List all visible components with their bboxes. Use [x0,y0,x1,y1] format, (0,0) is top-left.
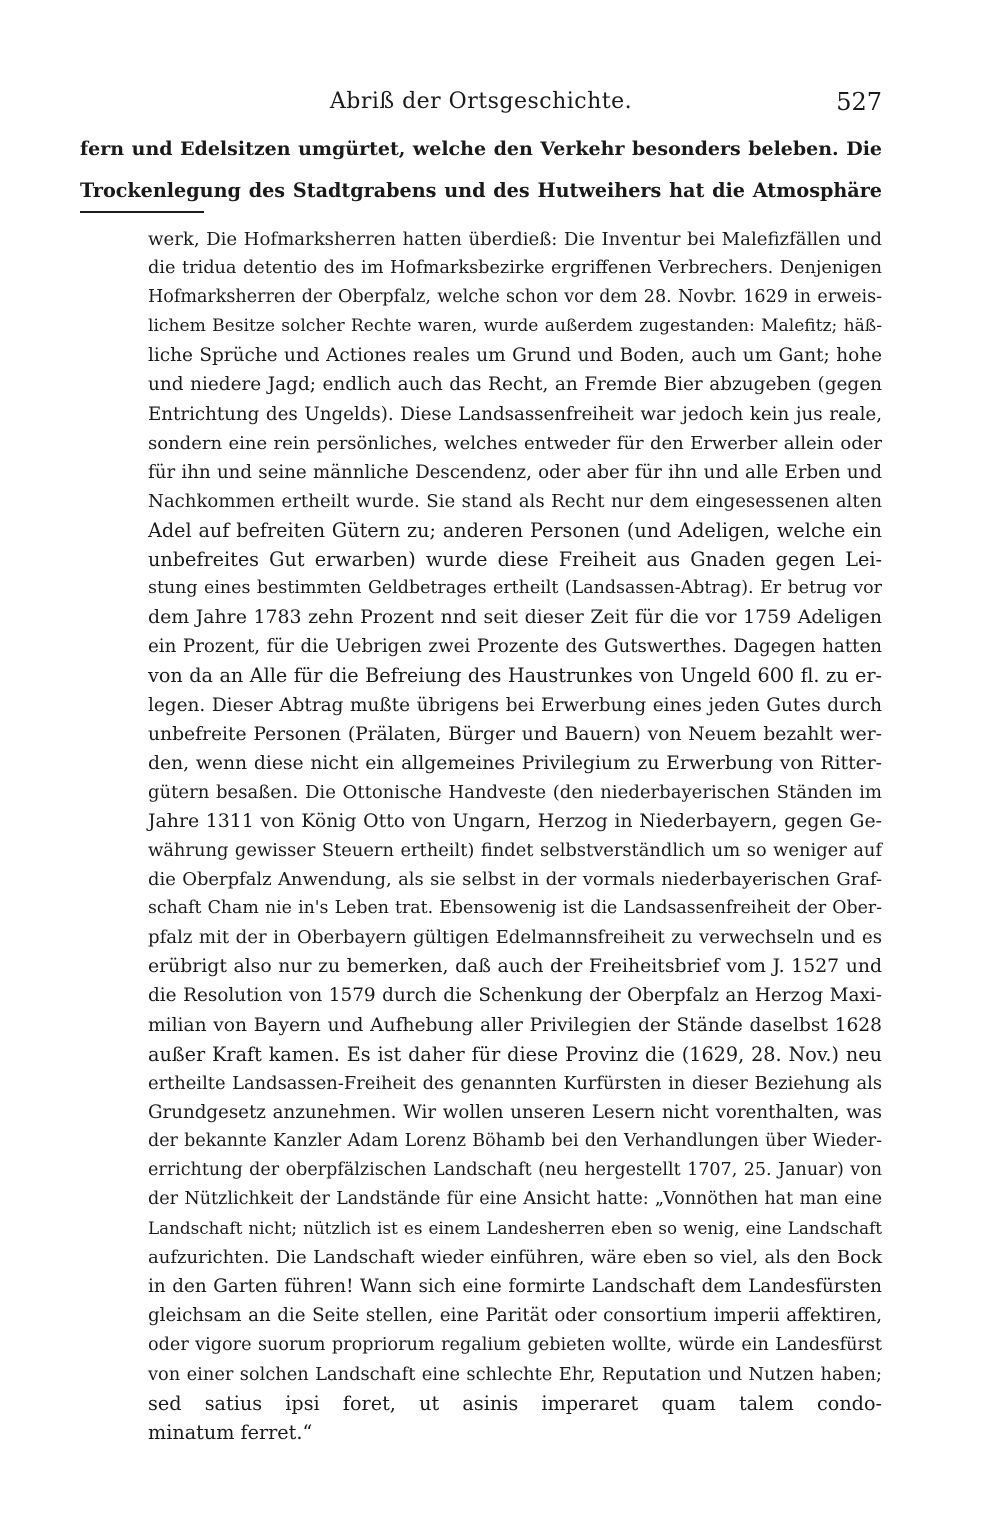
footnote-line: schaft Cham nie in's Leben trat. Ebensowenig ist die Landsassenfreiheit der Ober- [148,898,882,919]
footnote-line: gleichsam an die Seite stellen, eine Parität oder consortium imperii affektiren, [148,1305,882,1327]
main-text-line: fern und Edelsitzen umgürtet, welche den Verkehr besonders beleben. Die [80,138,882,160]
footnote-line: aufzurichten. Die Landschaft wieder einführen, wäre eben so viel, als den Bock [148,1247,882,1269]
footnote-line: ertheilte Landsassen-Freiheit des genannten Kurfürsten in dieser Beziehung als [148,1072,882,1094]
running-head [80,84,882,120]
footnote-line: und niedere Jagd; endlich auch das Recht, an Fremde Bier abzugeben (gegen [148,374,882,396]
footnote-line: die tridua detentio des im Hofmarksbezirke ergriffenen Verbrechers. Denjenigen [148,258,882,279]
footnote-line: währung gewisser Steuern ertheilt) findet selbstverständlich um so weniger auf [148,839,882,861]
footnote [148,225,882,1447]
footnote-line: ein Prozent, für die Uebrigen zwei Prozente des Gutswerthes. Dagegen hatten [148,636,882,658]
footnote-line: der bekannte Kanzler Adam Lorenz Böhamb bei den Verhandlungen über Wieder- [148,1130,882,1151]
footnote-line: außer Kraft kamen. Es ist daher für diese Provinz die (1629, 28. Nov.) neu [148,1042,882,1066]
running-title: Abriß der Ortsgeschichte. [329,89,633,114]
footnote-line: die Resolution von 1579 durch die Schenkung der Oberpfalz an Herzog Maxi- [148,985,882,1007]
footnote-line: liche Sprüche und Actiones reales um Grund und Boden, auch um Gant; hohe [148,345,882,367]
footnote-line: stung eines bestimmten Geldbetrages ertheilt (Landsassen-Abtrag). Er betrug vor [148,578,882,599]
footnote-line: sondern eine rein persönliches, welches entweder für den Erwerber allein oder [148,432,882,454]
footnote-line: unbefreites Gut erwarben) wurde diese Freiheit aus Gnaden gegen Lei- [148,548,882,572]
footnote-line: Landschaft nicht; nützlich ist es einem Landesherren eben so wenig, eine Landschaft [148,1218,882,1239]
footnote-line: Jahre 1311 von König Otto von Ungarn, Herzog in Niederbayern, gegen Ge- [148,809,882,832]
footnote-line: legen. Dieser Abtrag mußte übrigens bei Erwerbung eines jeden Gutes durch [148,694,882,716]
footnote-line: die Oberpfalz Anwendung, als sie selbst in der vormals niederbayerischen Graf- [148,869,882,891]
footnote-line: für ihn und seine männliche Descendenz, oder aber für ihn und alle Erben und [148,461,882,483]
footnote-line: werk, Die Hofmarksherren hatten überdieß: Die Inventur bei Malefizfällen und [148,229,882,250]
footnote-line: minatum ferret.“ [148,1420,313,1444]
footnote-line: pfalz mit der in Oberbayern gültigen Edelmannsfreiheit zu verwechseln und es [148,927,882,949]
footnote-line: errichtung der oberpfälzischen Landschaft (neu hergestellt 1707, 25. Januar) von [148,1160,882,1180]
page-number: 527 [836,88,882,116]
footnote-line: Nachkommen ertheilt wurde. Sie stand als Recht nur dem eingesessenen alten [148,490,882,512]
footnote-line: Adel auf befreiten Gütern zu; anderen Personen (und Adeligen, welche ein [148,518,882,542]
footnote-line: von einer solchen Landschaft eine schlechte Ehr, Reputation und Nutzen haben; [148,1363,882,1385]
footnote-line: erübrigt also nur zu bemerken, daß auch der Freiheitsbrief vom J. 1527 und [148,956,882,978]
footnote-line: Entrichtung des Ungelds). Diese Landsassenfreiheit war jedoch kein jus reale, [148,403,882,425]
footnote-line: milian von Bayern und Aufhebung aller Privilegien der Stände daselbst 1628 [148,1014,882,1036]
footnote-line: in den Garten führen! Wann sich eine formirte Landschaft dem Landesfürsten [148,1276,882,1298]
footnote-line: Hofmarksherren der Oberpfalz, welche schon vor dem 28. Novbr. 1629 in erweis- [148,287,882,308]
footnote-rule [80,211,204,213]
footnote-line: lichem Besitze solcher Rechte waren, wurde außerdem zugestanden: Malefitz; häß- [148,316,882,337]
main-text [80,128,882,212]
footnote-line: oder vigore suorum propriorum regalium gebieten wollte, würde ein Landesfürst [148,1334,882,1355]
footnote-line: der Nützlichkeit der Landstände für eine Ansicht hatte: „Vonnöthen hat man eine [148,1189,882,1210]
footnote-line: sed satius ipsi foret, ut asinis imperaret quam talem condo- [148,1391,882,1415]
main-text-line: Trockenlegung des Stadtgrabens und des Hutweihers hat die Atmosphäre [80,179,882,202]
footnote-line: dem Jahre 1783 zehn Prozent nnd seit dieser Zeit für die vor 1759 Adeligen [148,606,882,629]
footnote-line: von da an Alle für die Befreiung des Haustrunkes von Ungeld 600 fl. zu er- [148,664,882,688]
footnote-line: den, wenn diese nicht ein allgemeines Privilegium zu Erwerbung von Ritter- [148,752,882,774]
footnote-line: unbefreite Personen (Prälaten, Bürger und Bauern) von Neuem bezahlt wer- [148,723,882,745]
footnote-line: Grundgesetz anzunehmen. Wir wollen unseren Lesern nicht vorenthalten, was [148,1101,882,1123]
footnote-line: gütern besaßen. Die Ottonische Handveste (den niederbayerischen Ständen im [148,781,882,803]
